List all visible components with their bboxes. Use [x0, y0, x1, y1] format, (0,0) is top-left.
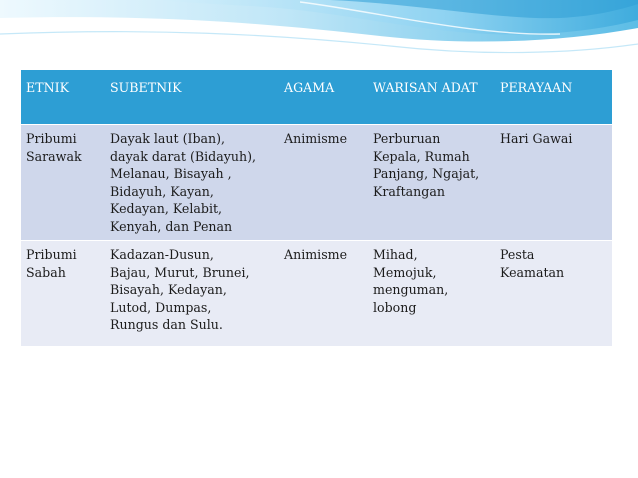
column-header-etnik: ETNIK [26, 80, 69, 95]
header-wave-banner [0, 0, 638, 70]
cell-perayaan: Hari Gawai [495, 125, 612, 241]
table-row-sarawak [21, 125, 612, 241]
column-header-warisan-adat: WARISAN ADAT [373, 80, 478, 95]
column-header-perayaan: PERAYAAN [500, 80, 573, 95]
column-header-subetnik: SUBETNIK [110, 80, 182, 95]
table-row-sabah [21, 241, 612, 347]
cell-agama: Animisme [279, 241, 368, 347]
cell-etnik: Pribumi Sarawak [21, 125, 105, 241]
cell-subetnik: Dayak laut (Iban), dayak darat (Bidayuh), Melanau, Bisayah , Bidayuh, Kayan, Kedayan, Kelabit, Kenyah, dan Penan [105, 125, 279, 241]
cell-warisan-adat: Mihad, Memojuk, menguman, lobong [368, 241, 495, 347]
cell-subetnik: Kadazan-Dusun, Bajau, Murut, Brunei, Bisayah, Kedayan, Lutod, Dumpas, Rungus dan Sulu. [105, 241, 279, 347]
column-header-agama: AGAMA [284, 80, 335, 95]
cell-perayaan: Pesta Keamatan [495, 241, 612, 347]
ethnic-groups-table [21, 70, 612, 346]
cell-etnik: Pribumi Sabah [21, 241, 105, 347]
cell-warisan-adat: Perburuan Kepala, Rumah Panjang, Ngajat, Kraftangan [368, 125, 495, 241]
table-header-row [21, 70, 612, 125]
cell-agama: Animisme [279, 125, 368, 241]
